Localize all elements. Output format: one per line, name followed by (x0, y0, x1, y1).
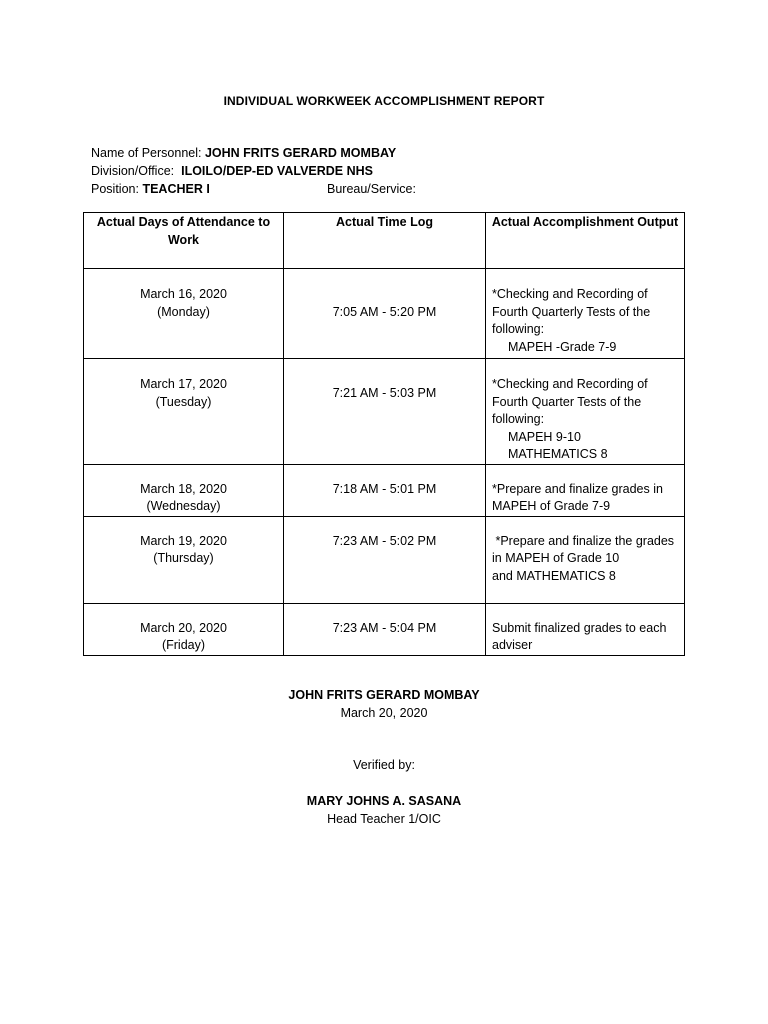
bureau-label: Bureau/Service: (327, 182, 416, 196)
attendance-day: (Wednesday) (146, 499, 221, 513)
time-log-cell (284, 359, 486, 465)
division-line (91, 162, 373, 180)
verifier-name: MARY JOHNS A. SASANA (306, 794, 462, 808)
output-line: MAPEH 9-10 (508, 429, 581, 444)
accomplishment-table (83, 212, 685, 656)
output-line: *Prepare and finalize the grades (492, 533, 675, 548)
output-cell (486, 464, 685, 516)
position-value: TEACHER I (142, 182, 210, 196)
verifier-position: Head Teacher 1/OIC (327, 812, 441, 826)
table-row (84, 359, 685, 465)
output-line: in MAPEH of Grade 10 (492, 551, 620, 565)
output-line: MATHEMATICS 8 (508, 447, 608, 461)
signatory-date: March 20, 2020 (340, 706, 428, 720)
output-line: *Checking and Recording of (492, 377, 648, 391)
attendance-date: March 17, 2020 (140, 377, 227, 391)
output-line: *Prepare and finalize grades in (492, 481, 663, 496)
output-line: Fourth Quarter Tests of the (492, 394, 642, 409)
time-log: 7:23 AM - 5:02 PM (332, 533, 437, 548)
output-line: adviser (492, 638, 533, 652)
time-log-cell (284, 269, 486, 359)
time-log: 7:05 AM - 5:20 PM (332, 305, 437, 319)
division-label: Division/Office: (91, 164, 175, 178)
output-cell (486, 603, 685, 655)
time-log: 7:23 AM - 5:04 PM (332, 620, 437, 635)
output-cell (486, 516, 685, 603)
report-title: INDIVIDUAL WORKWEEK ACCOMPLISHMENT REPORT (223, 94, 545, 108)
attendance-cell (84, 464, 284, 516)
output-cell (486, 269, 685, 359)
attendance-cell (84, 603, 284, 655)
attendance-day: (Friday) (161, 638, 206, 652)
personnel-name-value: JOHN FRITS GERARD MOMBAY (204, 146, 397, 160)
header-time-log: Actual Time Log (284, 213, 486, 269)
division-value: ILOILO/DEP-ED VALVERDE NHS (181, 164, 374, 178)
time-log: 7:21 AM - 5:03 PM (332, 386, 437, 400)
attendance-day: (Thursday) (153, 551, 214, 565)
attendance-cell (84, 269, 284, 359)
position-line (91, 180, 210, 198)
output-line: Submit finalized grades to each (492, 620, 667, 635)
output-line: *Checking and Recording of (492, 287, 648, 301)
header-output: Actual Accomplishment Output (486, 213, 685, 269)
table-row (84, 269, 685, 359)
output-cell (486, 359, 685, 465)
attendance-cell (84, 359, 284, 465)
table-row (84, 516, 685, 603)
personnel-name-label: Name of Personnel: (91, 146, 202, 160)
table-row (84, 464, 685, 516)
time-log: 7:18 AM - 5:01 PM (332, 481, 437, 496)
output-line: Fourth Quarterly Tests of the (492, 304, 651, 319)
table-row (84, 603, 685, 655)
signatory-name: JOHN FRITS GERARD MOMBAY (288, 688, 480, 702)
attendance-day: (Tuesday) (155, 394, 212, 409)
personnel-name-line (91, 144, 396, 162)
attendance-cell (84, 516, 284, 603)
verified-by-label: Verified by: (353, 758, 415, 772)
output-line: MAPEH -Grade 7-9 (508, 339, 617, 354)
attendance-date: March 19, 2020 (140, 533, 227, 548)
attendance-date: March 16, 2020 (140, 287, 227, 301)
attendance-date: March 18, 2020 (140, 481, 227, 496)
output-line: following: (492, 322, 545, 336)
time-log-cell (284, 603, 486, 655)
output-line: MAPEH of Grade 7-9 (492, 499, 611, 513)
output-line: and MATHEMATICS 8 (492, 568, 616, 583)
table-header-row (84, 213, 685, 269)
time-log-cell (284, 516, 486, 603)
position-label: Position: (91, 182, 139, 196)
attendance-day: (Monday) (157, 304, 210, 319)
time-log-cell (284, 464, 486, 516)
output-line: following: (492, 412, 545, 426)
attendance-date: March 20, 2020 (140, 620, 227, 635)
header-attendance: Actual Days of Attendance to Work (84, 213, 284, 269)
